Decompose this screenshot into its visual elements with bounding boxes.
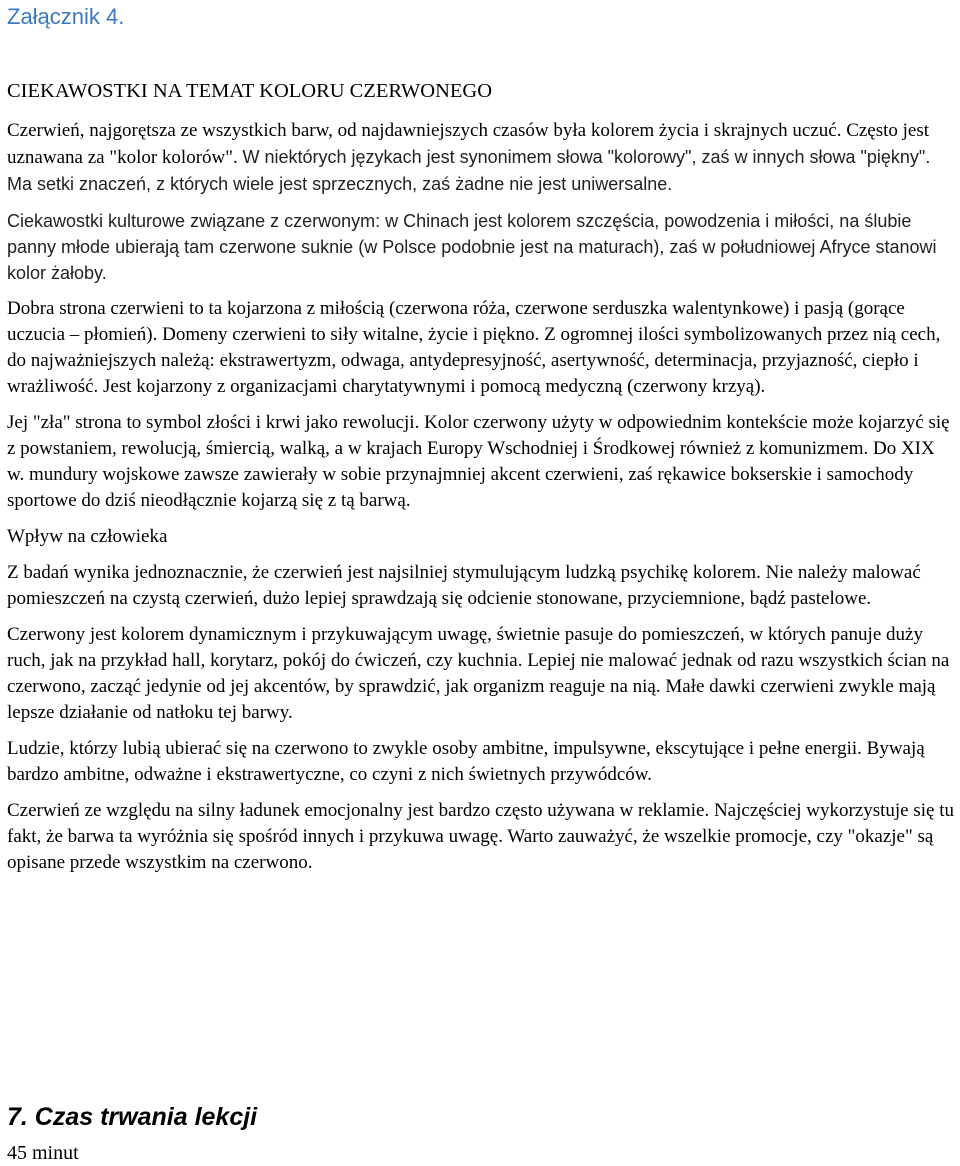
annex-label: Załącznik 4.	[7, 4, 125, 29]
paragraph-intro	[7, 118, 955, 198]
lesson-duration: 45 minut	[7, 1142, 79, 1164]
paragraph-intro-part1: Czerwień, najgorętsza ze wszystkich barw, od najdawniejszych czasów była kolorem życia i skrajnych uczuć. Często jest uznawana za "kolor kolorów".	[7, 120, 930, 168]
paragraph-research: Z badań wynika jednoznacznie, że czerwień jest najsilniej stymulującym ludzką psychikę kolorem. Nie należy malować pomieszczeń na czystą czerwień, dużo lepiej sprawdzają się odcienie stonowane, przyciemnione, bądź pastelowe.	[7, 562, 921, 609]
section-title: 7. Czas trwania lekcji	[7, 1103, 258, 1131]
page-heading: CIEKAWOSTKI NA TEMAT KOLORU CZERWONEGO	[7, 80, 493, 102]
paragraph-good-side: Dobra strona czerwieni to ta kojarzona z miłością (czerwona róża, czerwone serduszka walentynkowe) i pasją (gorące uczucia – płomień). Domeny czerwieni to siły witalne, życie i piękno. Z ogromnej ilości symbolizowanych przez nią cech, do najważniejszych należą: ekstrawertyzm, odwaga, antydepresyjność, asertywność, determinacja, przyjazność, ciepło i wrażliwość. Jest kojarzony z organizacjami charytatywnymi i pomocą medyczną (czerwony krzyą).	[7, 298, 941, 397]
paragraph-people: Ludzie, którzy lubią ubierać się na czerwono to zwykle osoby ambitne, impulsywne, ekscytujące i pełne energii. Bywają bardzo ambitne, odważne i ekstrawertyczne, co czyni z nich świetnych przywódców.	[7, 738, 925, 785]
paragraph-advertising: Czerwień ze względu na silny ładunek emocjonalny jest bardzo często używana w reklamie. Najczęściej wykorzystuje się tu fakt, że barwa ta wyróżnia się spośród innych i przykuwa uwagę. Warto zauważyć, że wszelkie promocje, czy "okazje" są opisane przede wszystkim na czerwono.	[7, 800, 955, 873]
paragraph-intro-part2: W niektórych językach jest synonimem słowa "kolorowy", zaś w innych słowa "piękny". Ma setki znaczeń, z których wiele jest sprzecznych, zaś żadne nie jest uniwersalne.	[7, 147, 931, 194]
subheading-influence: Wpływ na człowieka	[7, 526, 168, 547]
document-body	[7, 118, 955, 886]
paragraph-bad-side: Jej "zła" strona to symbol złości i krwi jako rewolucji. Kolor czerwony użyty w odpowiednim kontekście może kojarzyć się z powstaniem, rewolucją, śmiercią, walką, a w krajach Europy Wschodniej i Środkowej również z komunizmem. Do XIX w. mundury wojskowe zawsze zawierały w sobie przynajmniej akcent czerwieni, zaś rękawice bokserskie i samochody sportowe do dziś nieodłącznie kojarzą się z tą barwą.	[7, 412, 950, 511]
paragraph-cultural: Ciekawostki kulturowe związane z czerwonym: w Chinach jest kolorem szczęścia, powodzenia i miłości, na ślubie panny młode ubierają tam czerwone suknie (w Polsce podobnie jest na maturach), zaś w południowej Afryce stanowi kolor żałoby.	[7, 211, 937, 283]
paragraph-dynamic: Czerwony jest kolorem dynamicznym i przykuwającym uwagę, świetnie pasuje do pomieszczeń, w których panuje duży ruch, jak na przykład hall, korytarz, pokój do ćwiczeń, czy kuchnia. Lepiej nie malować jednak od razu wszystkich ścian na czerwono, zacząć jedynie od jej akcentów, by sprawdzić, jak organizm reaguje na nią. Małe dawki czerwieni zwykle mają lepsze działanie od natłoku tej barwy.	[7, 624, 950, 723]
